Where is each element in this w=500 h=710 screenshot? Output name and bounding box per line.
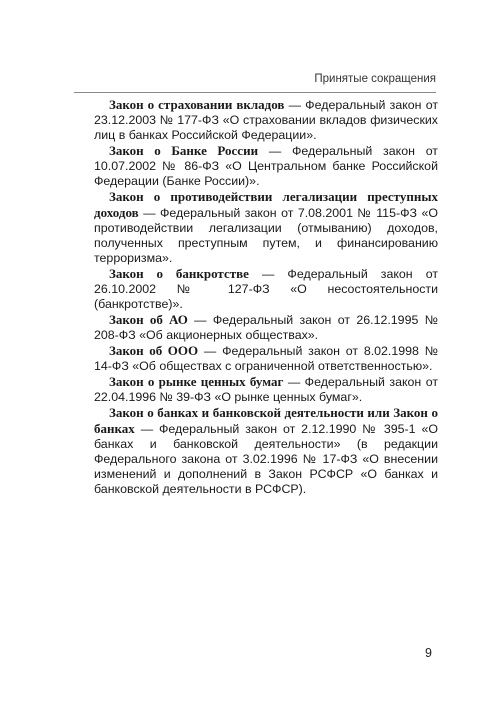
- abbreviation-entry: [94, 143, 438, 189]
- page-number: 9: [425, 646, 432, 660]
- abbreviation-entry: [94, 405, 438, 497]
- abbreviation-entry: [94, 374, 438, 405]
- entry-term: Закон о страховании вкладов: [109, 97, 285, 112]
- entry-definition: — Федеральный закон от 7.08.2001 № 115-ФЗ «О противодействии легализации (отмыванию) доходов, полученных преступным путем, и финансированию терроризма».: [94, 206, 438, 265]
- entry-term: Закон о противодействии легализации преступных доходов: [94, 189, 438, 220]
- entry-term: Закон о банках и банковской деятельности или Закон о банках: [94, 405, 438, 436]
- abbreviation-entry: [94, 343, 438, 374]
- entry-definition: — Федеральный закон от 26.12.1995 № 208-ФЗ «Об акционерных обществах».: [94, 313, 438, 342]
- abbreviation-entry: [94, 312, 438, 343]
- entry-term: Закон о банкротстве: [109, 266, 249, 281]
- entry-term: Закон о рынке ценных бумаг: [109, 374, 284, 389]
- entry-definition: — Федеральный закон от 26.10.2002 № 127-ФЗ «О несостоятельности (банкротстве)».: [94, 267, 439, 311]
- entry-definition: — Федеральный закон от 22.04.1996 № 39-ФЗ «О рынке ценных бумаг».: [94, 375, 438, 404]
- abbreviation-entry: [94, 189, 438, 266]
- entry-definition: — Федеральный закон от 23.12.2003 № 177-ФЗ «О страховании вкладов физических лиц в банках Российской Федерации».: [94, 98, 439, 142]
- entry-definition: — Федеральный закон от 2.12.1990 № 395-1 «О банках и банковской деятельности» (в редакции Федерального закона от 3.02.1996 № 17-ФЗ «О внесении изменений и дополнений в Закон РСФСР «О банках и банковской деятельности в РСФСР).: [94, 422, 438, 496]
- abbreviation-entry: [94, 266, 438, 312]
- entry-term: Закон об ООО: [109, 343, 199, 358]
- entry-definition: — Федеральный закон от 8.02.1998 № 14-ФЗ «Об обществах с ограниченной ответственностью».: [94, 344, 438, 373]
- entry-term: Закон о Банке России: [109, 143, 259, 158]
- entry-definition: — Федеральный закон от 10.07.2002 № 86-ФЗ «О Центральном банке Российской Федерации (Банке России)».: [94, 144, 438, 188]
- abbreviations-list: [94, 97, 438, 497]
- running-header: Принятые сокращения: [74, 73, 436, 93]
- entry-term: Закон об АО: [109, 312, 188, 327]
- abbreviation-entry: [94, 97, 438, 143]
